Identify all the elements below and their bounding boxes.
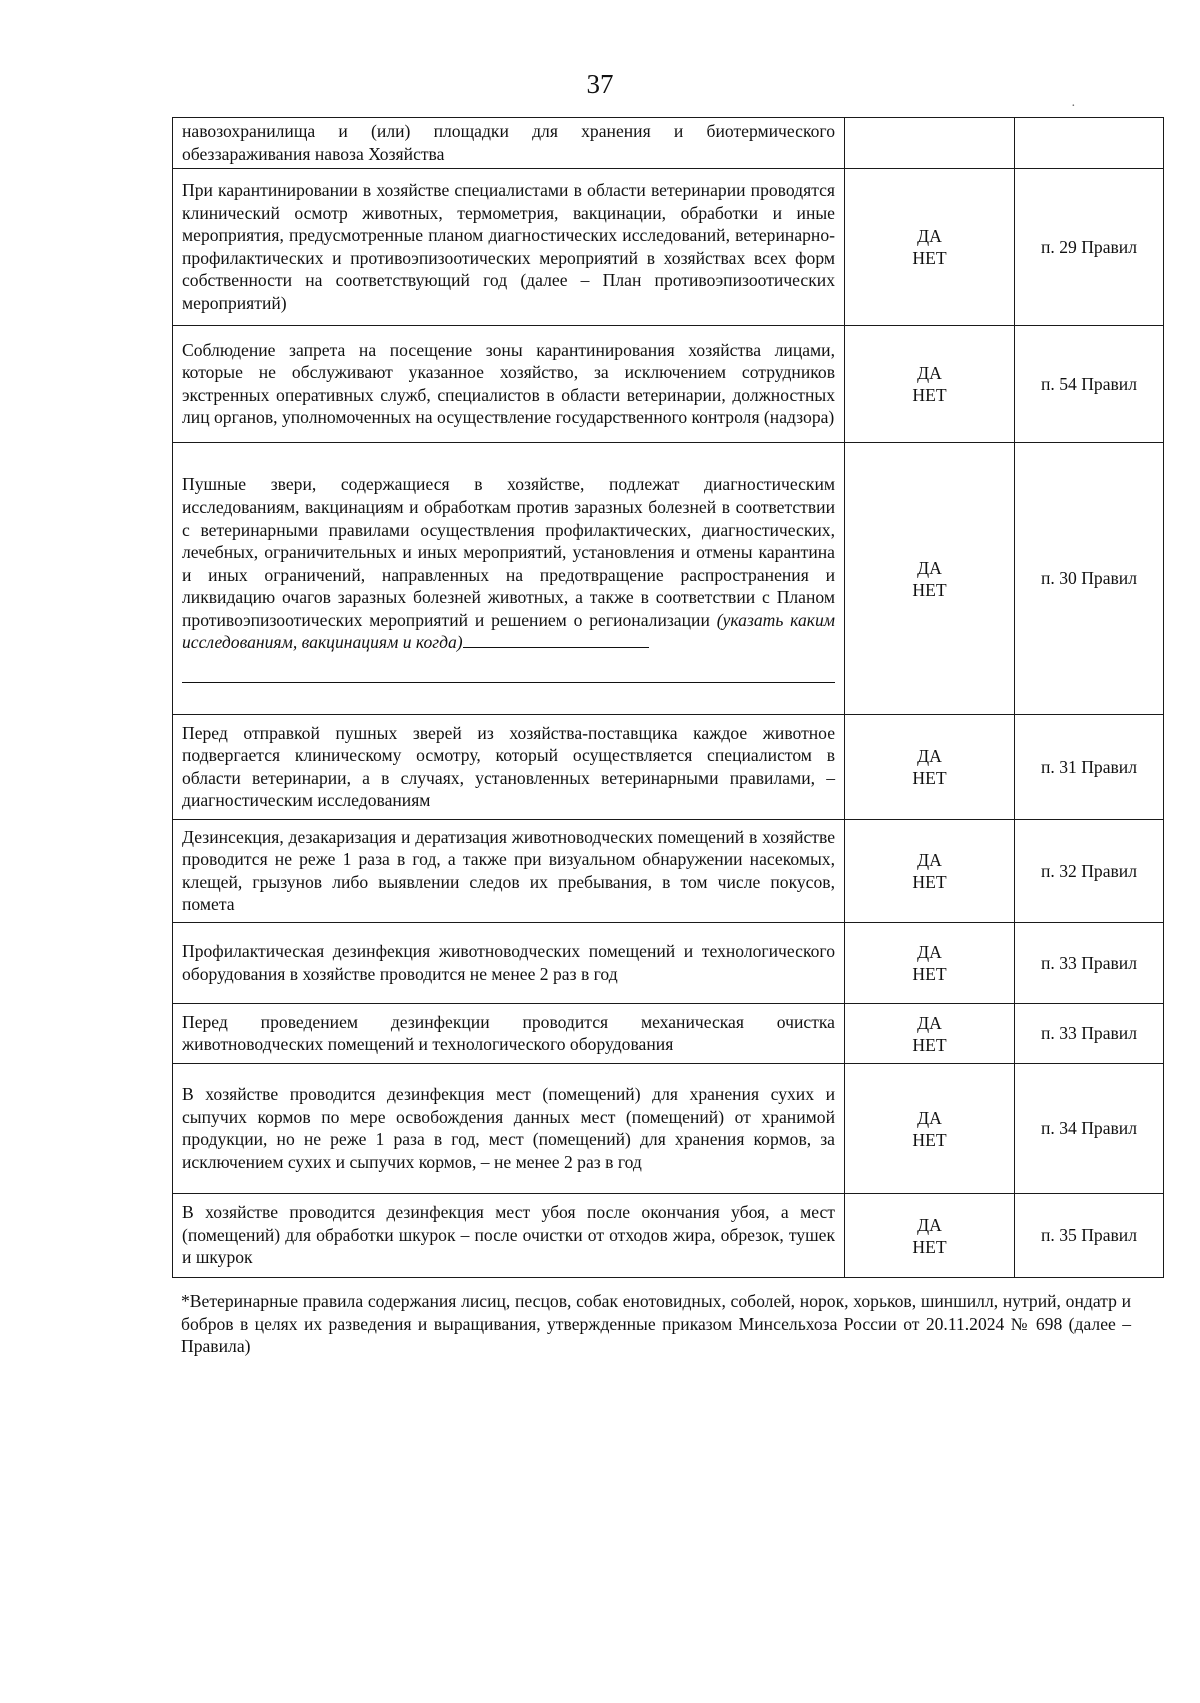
answer-cell — [845, 169, 1015, 326]
table-row — [173, 118, 1164, 169]
answer-no: НЕТ — [912, 768, 947, 789]
answer-yes: ДА — [917, 1214, 942, 1235]
answer-no: НЕТ — [912, 579, 947, 600]
fill-in-line — [182, 682, 835, 683]
answer-no: НЕТ — [912, 1236, 947, 1257]
requirement-note: (указать каким исследованиям, вакцинациям и когда) — [182, 609, 835, 653]
answer-yes: ДА — [917, 942, 942, 963]
answer-cell — [845, 443, 1015, 715]
reference-cell: п. 31 Правил — [1015, 715, 1164, 820]
reference-cell: п. 30 Правил — [1015, 443, 1164, 715]
answer-no: НЕТ — [912, 1129, 947, 1150]
table-row — [173, 443, 1164, 715]
requirement-cell: Дезинсекция, дезакаризация и дератизация животноводческих помещений в хозяйстве проводится не реже 1 раза в год, а также при визуальном обнаружении насекомых, клещей, грызунов либо выявлении следов их пребывания, в том числе покусов, помета — [173, 820, 845, 923]
reference-cell: п. 29 Правил — [1015, 169, 1164, 326]
checklist-table — [172, 117, 1164, 1278]
requirement-text: Пушные звери, содержащиеся в хозяйстве, подлежат диагностическим исследованиям, вакцинациям и обработкам против заразных болезней в соответствии с ветеринарными правилами осуществления профилактических, диагностических, лечебных, ограничительных и иных мероприятий, установления и отмены карантина и иных ограничений, направленных на предотвращение распространения и ликвидацию очагов заразных болезней животных, а также в соответствии с Планом противоэпизоотических мероприятий и решением о регионализации — [182, 474, 835, 630]
reference-cell: п. 35 Правил — [1015, 1194, 1164, 1278]
answer-cell — [845, 326, 1015, 443]
answer-yes: ДА — [917, 850, 942, 871]
requirement-cell: навозохранилища и (или) площадки для хранения и биотермического обеззараживания навоза Хозяйства — [173, 118, 845, 169]
reference-cell — [1015, 118, 1164, 169]
table-row — [173, 820, 1164, 923]
answer-cell — [845, 1194, 1015, 1278]
reference-cell: п. 32 Правил — [1015, 820, 1164, 923]
table-row — [173, 715, 1164, 820]
table-row — [173, 1064, 1164, 1194]
answer-no: НЕТ — [912, 964, 947, 985]
answer-no: НЕТ — [912, 385, 947, 406]
answer-no: НЕТ — [912, 872, 947, 893]
answer-yes: ДА — [917, 363, 942, 384]
answer-cell — [845, 1064, 1015, 1194]
answer-yes: ДА — [917, 557, 942, 578]
answer-cell — [845, 820, 1015, 923]
requirement-cell: Перед проведением дезинфекции проводится механическая очистка животноводческих помещений и технологического оборудования — [173, 1004, 845, 1064]
table-row — [173, 326, 1164, 443]
reference-cell: п. 34 Правил — [1015, 1064, 1164, 1194]
footnote: *Ветеринарные правила содержания лисиц, песцов, собак енотовидных, соболей, норок, хорьков, шиншилл, нутрий, ондатр и бобров в целях их разведения и выращивания, утвержденные приказом Минсельхоза России от 20.11.2024 № 698 (далее – Правила) — [181, 1291, 1131, 1356]
answer-yes: ДА — [917, 1012, 942, 1033]
answer-yes: ДА — [917, 226, 942, 247]
fill-in-line — [463, 631, 649, 648]
requirement-cell: Соблюдение запрета на посещение зоны карантинирования хозяйства лицами, которые не обслуживают указанное хозяйство, за исключением сотрудников экстренных оперативных служб, специалистов в области ветеринарии, должностных лиц органов, уполномоченных на осуществление государственного контроля (надзора) — [173, 326, 845, 443]
answer-no: НЕТ — [912, 1034, 947, 1055]
reference-cell: п. 33 Правил — [1015, 1004, 1164, 1064]
table-row — [173, 169, 1164, 326]
table-row — [173, 1194, 1164, 1278]
answer-cell — [845, 715, 1015, 820]
page-number: 37 — [586, 69, 614, 99]
answer-cell — [845, 1004, 1015, 1064]
requirement-cell: В хозяйстве проводится дезинфекция мест убоя после окончания убоя, а мест (помещений) для обработки шкурок – после очистки от отходов жира, обрезок, тушек и шкурок — [173, 1194, 845, 1278]
answer-cell — [845, 118, 1015, 169]
reference-cell: п. 54 Правил — [1015, 326, 1164, 443]
requirement-cell — [173, 443, 845, 715]
table-row — [173, 923, 1164, 1004]
requirement-cell: При карантинировании в хозяйстве специалистами в области ветеринарии проводятся клинический осмотр животных, термометрия, вакцинации, обработки и иные мероприятия, предусмотренные планом диагностических исследований, ветеринарно-профилактических и противоэпизоотических мероприятий в хозяйствах всех форм собственности на соответствующий год (далее – План противоэпизоотических мероприятий) — [173, 169, 845, 326]
answer-no: НЕТ — [912, 248, 947, 269]
requirement-cell: Профилактическая дезинфекция животноводческих помещений и технологического оборудования в хозяйстве проводится не менее 2 раз в год — [173, 923, 845, 1004]
reference-cell: п. 33 Правил — [1015, 923, 1164, 1004]
requirement-cell: В хозяйстве проводится дезинфекция мест (помещений) для хранения сухих и сыпучих кормов по мере освобождения данных мест (помещений) от хранимой продукции, но не реже 1 раза в год, мест (помещений) для хранения кормов, за исключением сухих и сыпучих кормов, – не менее 2 раз в год — [173, 1064, 845, 1194]
table-row — [173, 1004, 1164, 1064]
answer-yes: ДА — [917, 746, 942, 767]
scan-mark: · — [1071, 99, 1076, 114]
answer-cell — [845, 923, 1015, 1004]
answer-yes: ДА — [917, 1107, 942, 1128]
requirement-cell: Перед отправкой пушных зверей из хозяйства-поставщика каждое животное подвергается клиническому осмотру, который осуществляется специалистом в области ветеринарии, а в случаях, установленных ветеринарными правилами, – диагностическим исследованиям — [173, 715, 845, 820]
